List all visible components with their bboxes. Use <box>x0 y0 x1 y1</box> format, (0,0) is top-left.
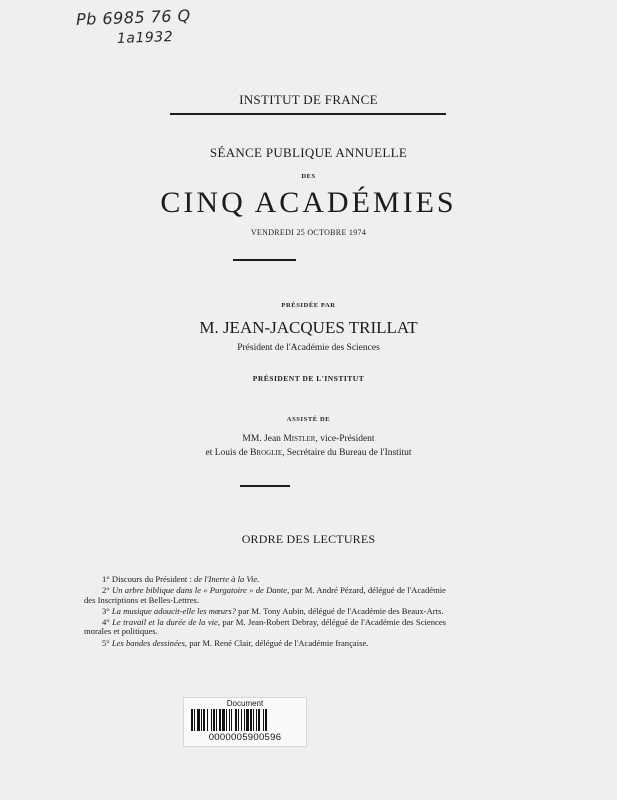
handwritten-number: 1a1932 <box>116 29 174 47</box>
header-rule <box>170 113 446 115</box>
assisted-divider <box>240 485 290 487</box>
assistant-2-name: Broglie <box>250 448 283 458</box>
assistant-line-2 <box>0 448 617 458</box>
assistant-1-prefix: MM. Jean <box>242 434 284 444</box>
seance-title: SÉANCE PUBLIQUE ANNUELLE <box>209 145 408 160</box>
president-role: Président de l'Académie des Sciences <box>237 343 380 353</box>
lecture-item-2: 2° Un arbre biblique dans le « Purgatoire » de Dante, par M. André Pézard, délégué de l'Académie des Inscriptions et Belles-Lettres. <box>84 585 446 605</box>
barcode-number: 0000005900596 <box>208 732 282 743</box>
lectures-list <box>84 575 446 650</box>
des-word: DES <box>301 173 316 180</box>
president-name: M. JEAN-JACQUES TRILLAT <box>199 318 418 337</box>
handwritten-shelfmark: Pb 6985 76 Q <box>75 6 192 29</box>
institute-header: INSTITUT DE FRANCE <box>239 92 378 107</box>
lecture-item-5: 5° Les bandes dessinées, par M. René Clair, délégué de l'Académie française. <box>102 637 369 648</box>
assistant-line-1 <box>0 434 617 444</box>
assistant-2-suffix: , Secrétaire du Bureau de l'Institut <box>282 448 412 458</box>
barcode-label: Document <box>226 699 264 708</box>
assistant-1-suffix: , vice-Président <box>315 434 375 444</box>
lecture-item-1: 1° Discours du Président : de l'Inerte à la Vie. <box>102 574 260 584</box>
title-divider <box>233 259 296 261</box>
lecture-item-4: 4° Le travail et la durée de la vie, par M. Jean-Robert Debray, délégué de l'Académie des Sciences morales et politiques. <box>84 617 446 637</box>
barcode-icon <box>191 709 299 731</box>
assistant-2-prefix: et Louis de <box>205 448 251 458</box>
main-title: CINQ ACADÉMIES <box>160 186 457 219</box>
barcode-sticker <box>183 697 307 747</box>
event-date: VENDREDI 25 OCTOBRE 1974 <box>250 228 367 237</box>
presided-label: PRÉSIDÉE PAR <box>281 302 336 309</box>
lecture-item-3: 3° La musique adoucit-elle les mœurs? par M. Tony Aubin, délégué de l'Académie des Beaux-Arts. <box>102 605 444 616</box>
institute-president-label: PRÉSIDENT DE L'INSTITUT <box>252 374 365 383</box>
ordre-heading: ORDRE DES LECTURES <box>241 532 376 546</box>
assistant-1-name: Mistler <box>283 434 316 444</box>
assisted-label: ASSISTÉ DE <box>286 416 331 423</box>
